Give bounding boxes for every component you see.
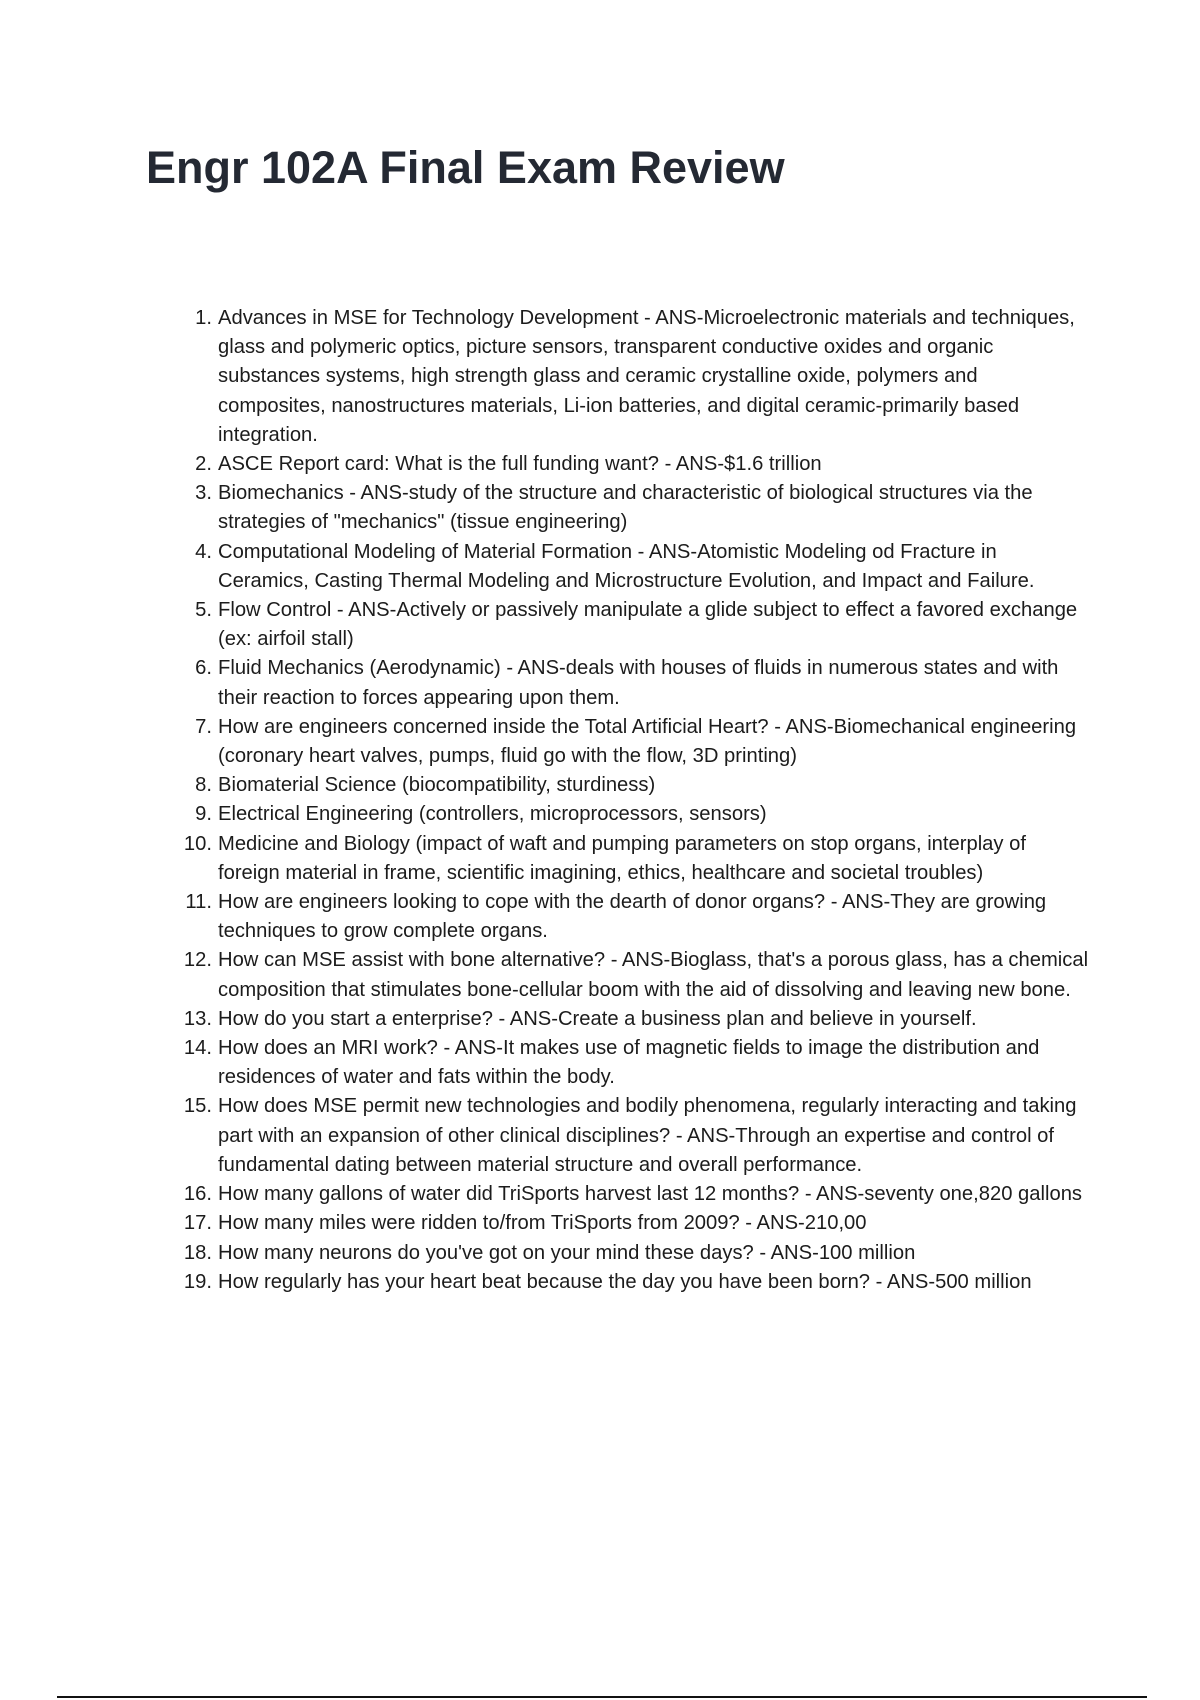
item-number: 6.: [195, 657, 212, 680]
item-number: 1.: [195, 307, 212, 329]
item-number: 9.: [195, 803, 212, 826]
item-number: 16.: [183, 1183, 212, 1206]
page-bottom-divider: [57, 1696, 1147, 1698]
item-number: 13.: [183, 1007, 212, 1030]
item-text: Biomechanics - ANS-study of the structure and characteristic of biological structures via the strategies of "mechanics" (tissue engineering): [218, 482, 1033, 534]
item-number: 4.: [195, 540, 212, 563]
list-item: [183, 946, 1090, 1004]
list-item: [183, 1209, 1090, 1238]
item-number: 2.: [195, 453, 212, 476]
item-text: Fluid Mechanics (Aerodynamic) - ANS-deals with houses of fluids in numerous states and with their reaction to forces appearing upon them.: [218, 657, 1059, 709]
list-item: [183, 1034, 1090, 1092]
item-text: Biomaterial Science (biocompatibility, sturdiness): [218, 774, 656, 797]
list-item: [195, 304, 1090, 450]
item-text: ASCE Report card: What is the full funding want? - ANS-$1.6 trillion: [218, 453, 822, 476]
item-text: How many neurons do you've got on your mind these days? - ANS-100 million: [218, 1241, 916, 1264]
item-number: 17.: [183, 1212, 212, 1235]
list-item: [183, 1239, 1090, 1268]
item-number: 12.: [183, 949, 212, 972]
item-text: How does MSE permit new technologies and bodily phenomena, regularly interacting and taking part with an expansion of other clinical disciplines? - ANS-Through an expertise and control of fundamental dating between material structure and overall performance.: [218, 1095, 1077, 1176]
item-text: How does an MRI work? - ANS-It makes use of magnetic fields to image the distribution and residences of water and fats within the body.: [218, 1037, 1040, 1089]
item-number: 5.: [195, 599, 212, 622]
list-item: [195, 479, 1090, 537]
page-title: Engr 102A Final Exam Review: [146, 142, 785, 193]
list-item: [183, 830, 1090, 888]
item-text: How do you start a enterprise? - ANS-Create a business plan and believe in yourself.: [218, 1007, 977, 1030]
item-text: Flow Control - ANS-Actively or passively manipulate a glide subject to effect a favored exchange (ex: airfoil stall): [218, 599, 1078, 651]
list-item: [195, 654, 1090, 712]
item-number: 18.: [183, 1241, 212, 1264]
list-item: [195, 800, 1090, 829]
list-item: [195, 450, 1090, 479]
item-text: Electrical Engineering (controllers, microprocessors, sensors): [218, 803, 767, 826]
item-number: 19.: [183, 1270, 212, 1293]
list-item: [195, 596, 1090, 654]
list-item: [183, 1268, 1090, 1297]
list-item: [185, 888, 1090, 946]
list-item: [195, 713, 1090, 771]
list-item: [195, 538, 1090, 596]
item-number: 3.: [195, 482, 212, 505]
item-number: 14.: [183, 1037, 212, 1060]
item-text: Medicine and Biology (impact of waft and pumping parameters on stop organs, interplay of foreign material in frame, scientific imagining, ethics, healthcare and societal troubles): [218, 832, 1026, 884]
item-text: How regularly has your heart beat because the day you have been born? - ANS-500 million: [218, 1270, 1032, 1293]
item-number: 15.: [183, 1095, 212, 1118]
item-text: How are engineers looking to cope with the dearth of donor organs? - ANS-They are growing techniques to grow complete organs.: [218, 891, 1047, 943]
list-item: [183, 1180, 1090, 1209]
item-number: 11.: [185, 891, 212, 914]
list-item: [195, 771, 1090, 800]
item-text: How many miles were ridden to/from TriSports from 2009? - ANS-210,00: [218, 1212, 867, 1235]
item-text: How are engineers concerned inside the Total Artificial Heart? - ANS-Biomechanical engineering (coronary heart valves, pumps, fluid go with the flow, 3D printing): [218, 715, 1077, 768]
item-text: How can MSE assist with bone alternative? - ANS-Bioglass, that's a porous glass, has a chemical composition that stimulates bone-cellular boom with the aid of dissolving and leaving new bone.: [218, 949, 1089, 1001]
list-item: [183, 1005, 1090, 1034]
list-item: [183, 1092, 1090, 1180]
item-number: 10.: [183, 832, 212, 855]
item-text: Advances in MSE for Technology Development - ANS-Microelectronic materials and techniques, glass and polymeric optics, picture sensors, transparent conductive oxides and organic substances systems, high strength glass and ceramic crystalline oxide, polymers and composites, nanostructures materials, Li-ion batteries, and digital ceramic-primarily based integration.: [218, 307, 1075, 446]
item-number: 8.: [195, 774, 212, 797]
item-text: How many gallons of water did TriSports harvest last 12 months? - ANS-seventy one,820 gallons: [218, 1183, 1083, 1206]
item-number: 7.: [195, 715, 212, 738]
review-question-list: [183, 304, 1090, 1297]
item-text: Computational Modeling of Material Formation - ANS-Atomistic Modeling od Fracture in Ceramics, Casting Thermal Modeling and Microstructure Evolution, and Impact and Failure.: [218, 540, 1035, 592]
